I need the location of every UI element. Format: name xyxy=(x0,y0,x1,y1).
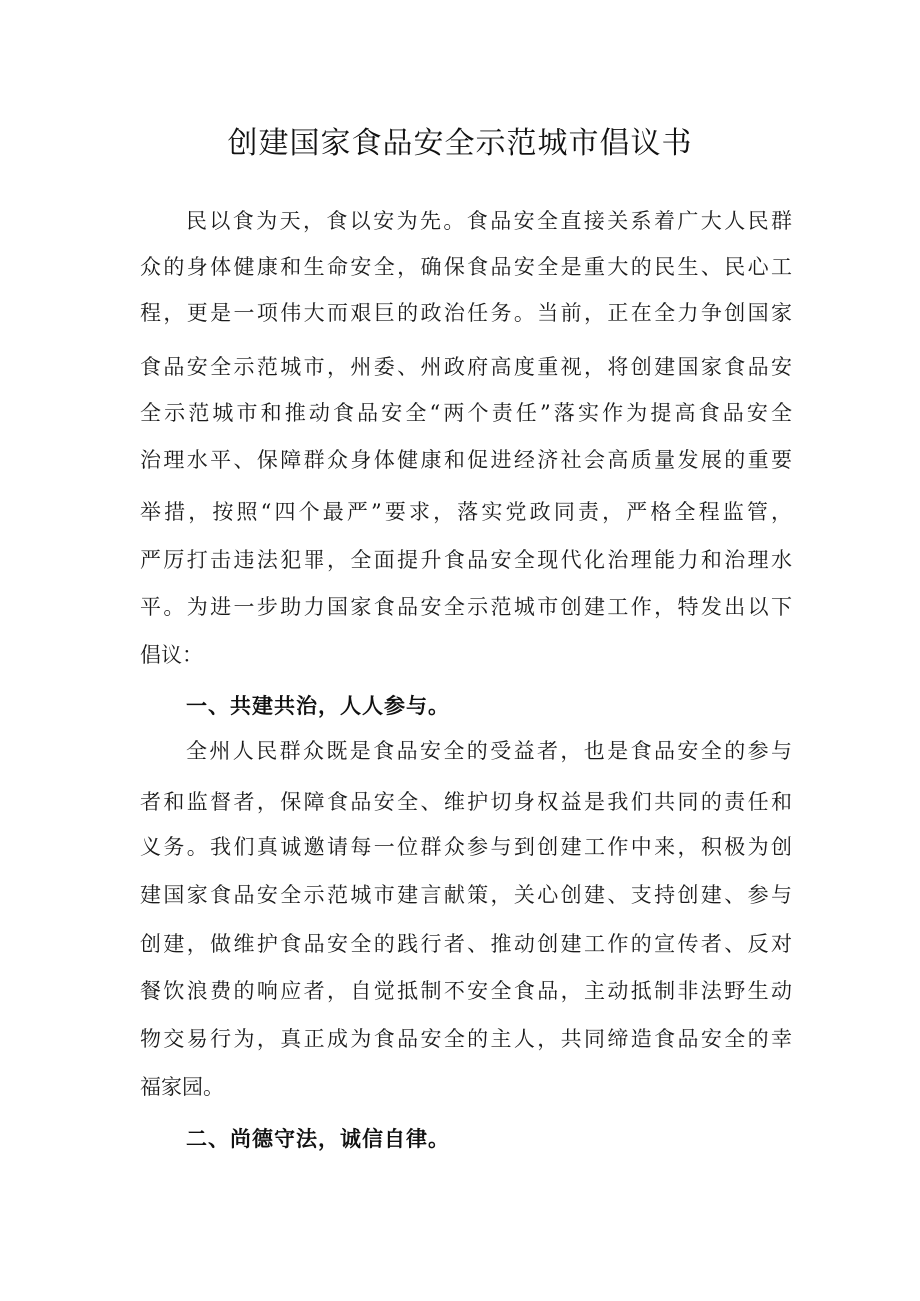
paragraph-line: 程，更是一项伟大而艰巨的政治任务。当前，正在全力争创国家 xyxy=(140,301,792,325)
paragraph-line: 食品安全示范城市，州委、州政府高度重视，将创建国家食品安 xyxy=(140,355,792,379)
paragraph-line: 民以食为天，食以安为先。食品安全直接关系着广大人民群 xyxy=(186,209,792,233)
paragraph-line: 严厉打击违法犯罪，全面提升食品安全现代化治理能力和治理水 xyxy=(140,548,792,572)
paragraph-line: 义务。我们真诚邀请每一位群众参与到创建工作中来，积极为创 xyxy=(140,835,792,859)
paragraph-line: 众的身体健康和生命安全，确保食品安全是重大的民生、民心工 xyxy=(140,255,792,279)
paragraph-line: 全示范城市和推动食品安全“两个责任”落实作为提高食品安全 xyxy=(140,401,792,425)
document-title: 创建国家食品安全示范城市倡议书 xyxy=(227,126,693,161)
paragraph-line: 餐饮浪费的响应者，自觉抵制不安全食品，主动抵制非法野生动 xyxy=(140,979,792,1003)
paragraph-line: 创建，做维护食品安全的践行者、推动创建工作的宣传者、反对 xyxy=(140,932,792,956)
paragraph-line: 者和监督者，保障食品安全、维护切身权益是我们共同的责任和 xyxy=(140,790,792,814)
paragraph-line: 治理水平、保障群众身体健康和促进经济社会高质量发展的重要 xyxy=(140,448,792,472)
paragraph-line: 倡议： xyxy=(140,643,203,667)
paragraph-line: 全州人民群众既是食品安全的受益者，也是食品安全的参与 xyxy=(186,739,792,763)
paragraph-line: 平。为进一步助力国家食品安全示范城市创建工作，特发出以下 xyxy=(140,595,792,619)
paragraph-line: 建国家食品安全示范城市建言献策，关心创建、支持创建、参与 xyxy=(140,883,792,907)
section-heading-2: 二、尚德守法，诚信自律。 xyxy=(186,1127,450,1151)
section-heading-1: 一、共建共治，人人参与。 xyxy=(186,694,450,718)
paragraph-line: 举措，按照“四个最严”要求，落实党政同责，严格全程监管， xyxy=(140,500,792,524)
paragraph-line: 福家园。 xyxy=(140,1075,224,1099)
paragraph-line: 物交易行为，真正成为食品安全的主人，共同缔造食品安全的幸 xyxy=(140,1027,792,1051)
